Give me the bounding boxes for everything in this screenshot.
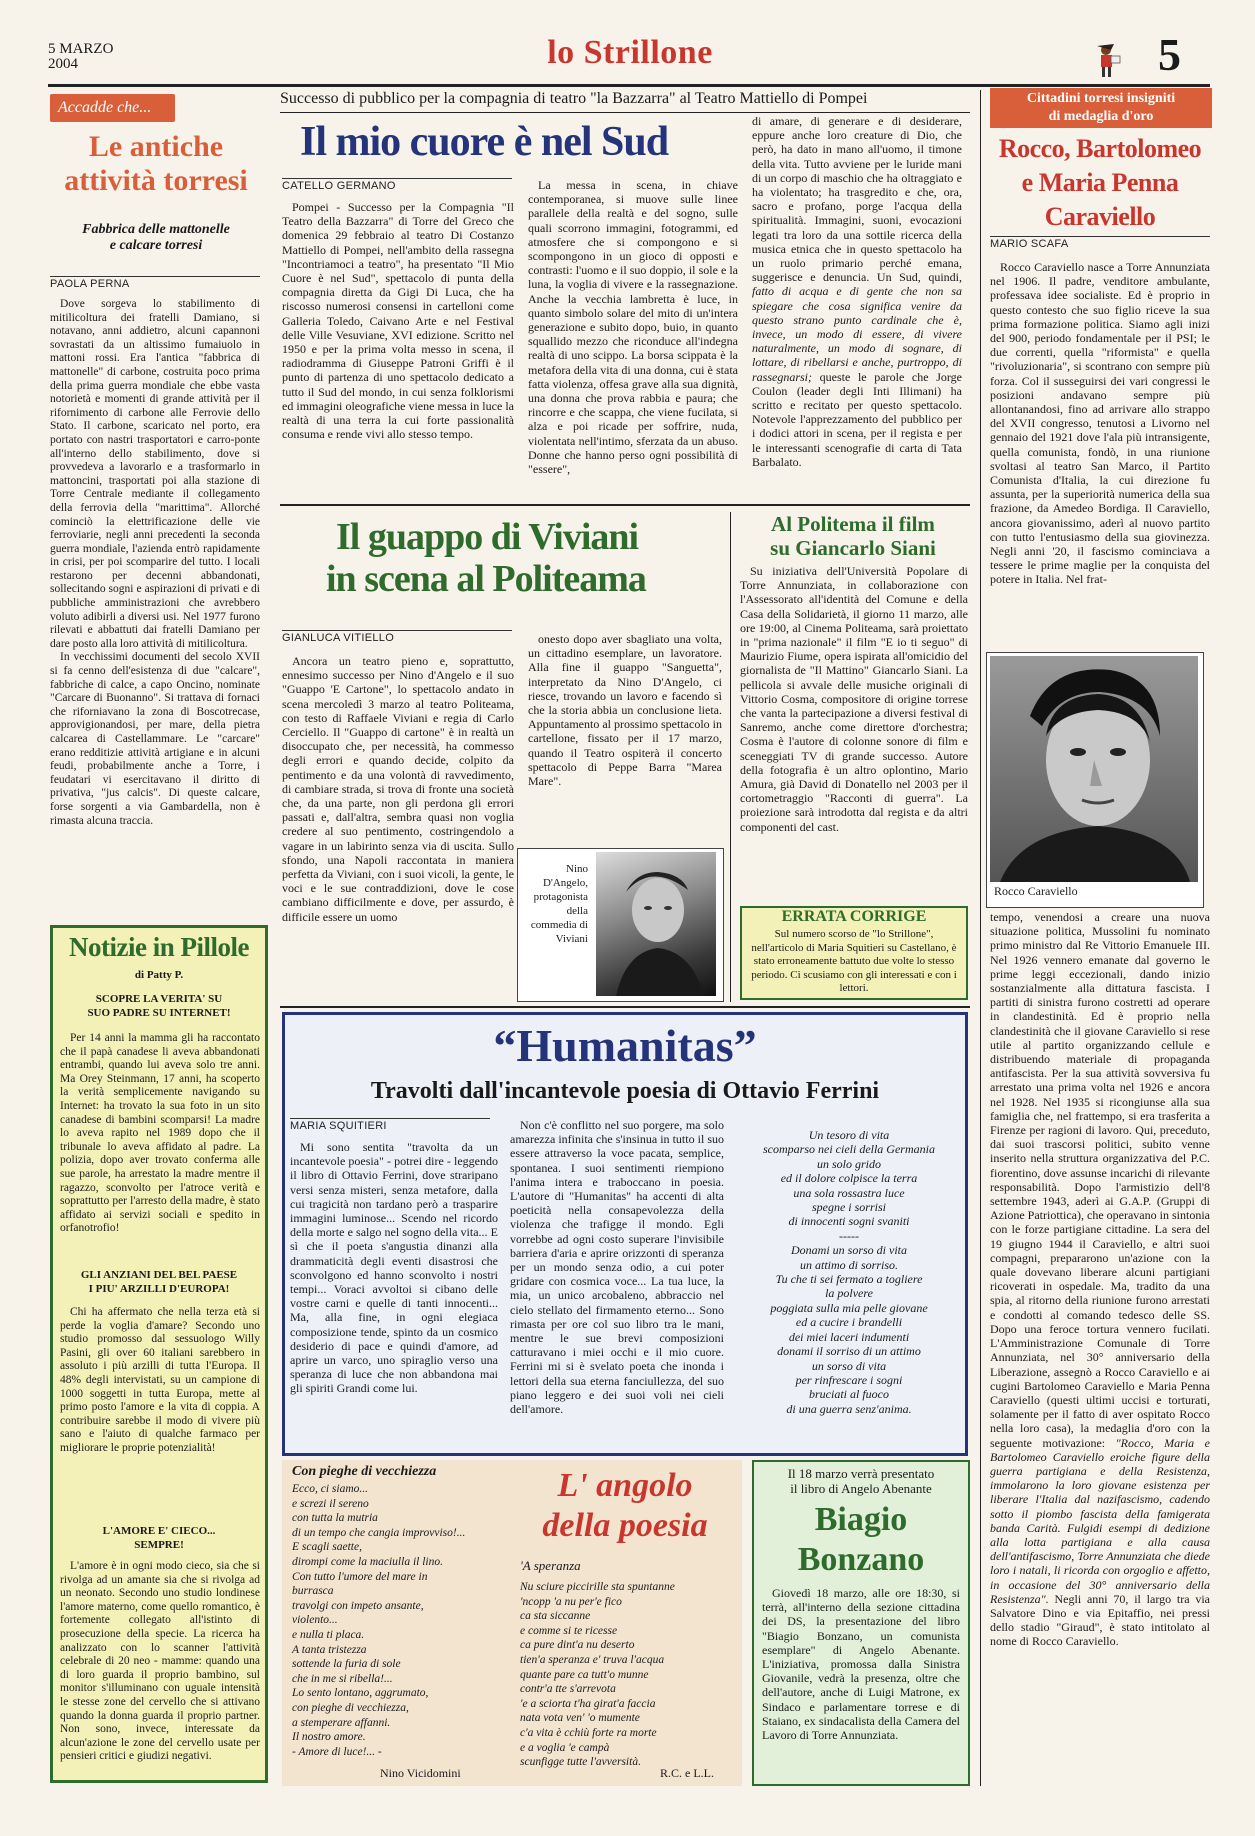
humanitas-poem-line: ----- [839, 1228, 859, 1243]
poem-1-line: - Amore di luce!... - [292, 1745, 382, 1758]
humanitas-poem-line: poggiata sulla mia pelle giovane [770, 1300, 928, 1315]
left-subtitle-line-2: e calcare torresi [109, 238, 203, 253]
right-body-bottom [990, 910, 1210, 1784]
poem-2-line: e comme si te ricesse [520, 1624, 618, 1637]
sud-kicker-rule [280, 112, 970, 113]
poem-2-line: ca sta siccanne [520, 1610, 591, 1623]
poem-1-author: Nino Vicidomini [380, 1766, 461, 1780]
left-title [46, 130, 266, 198]
poem-1-line: travolgi con impeto ansante, [292, 1599, 424, 1612]
poem-2-line: scunfigge tutte l'avversità. [520, 1756, 641, 1769]
left-kicker-text: Accadde che... [58, 99, 152, 116]
guappo-right-rule [730, 512, 731, 1002]
right-motivation: "Rocco, Maria e Bartolomeo Caraviello eroiche figure della guerra partigiana e della Resistenza, immolarono la loro giovane esistenza per liberare l'Italia dal nazifascismo, cadendo sotto il piombo fascista della famigerata banda Carità. Fulgidi esempi di dedizione alla lotta partigiana e alla causa dell'antifascismo, Torre Annunziata che diede loro i natali, li ricorda con orgoglio e affetto, in occasione del 30° anniversario della Resistenza". [990, 1435, 1210, 1606]
right-body-end: Negli anni 70, il largo tra via Salvatore Dino e via Epitaffio, nei pressi dello stadio "Giraud", è stato intitolato al nome di Rocco Caraviello. [990, 1591, 1210, 1649]
poem-2-line: 'e a sciorta t'ha girat'a faccia [520, 1697, 656, 1710]
poem-2 [520, 1580, 740, 1770]
humanitas-poem-line: donami il sorriso di un attimo [777, 1344, 921, 1359]
poem-1-line: Il nostro amore. [292, 1731, 366, 1744]
poem-1-line: E scagli saette, [292, 1541, 362, 1554]
sud-column-3-text-a: di amare, di generare e di desiderare, eppure anche loro creature di Dio, che però, ha dato in mano all'uomo, il timone della vita. Tutto avviene per le luride mani di un corpo di maschio che ha oltraggiato e ha violentato; ha trasgredito e che, ora, sacro e profano, porge l'acqua della spiritualità. Immagini, suoni, evocazioni legati tra loro da una sottile ricerca della musica etnica che in questo spettacolo ha un ruolo primario perché emana, suggerisce e denuncia. Un Sud, quindi, [752, 114, 962, 285]
left-author: PAOLA PERNA [50, 276, 260, 290]
bonzano-body [762, 1586, 960, 1780]
poem-2-line: Nu sciure piccirille sta spuntanne [520, 1581, 675, 1593]
header-date [48, 42, 113, 72]
poem-2-line: c'a vita è cchiù forte ra morte [520, 1726, 657, 1739]
poem-2-line: quante pare ca tutt'o munne [520, 1668, 649, 1681]
bonzano-kicker-line-2: il libro di Angelo Abenante [790, 1481, 932, 1496]
poem-2-line: 'ncopp 'a nu per'e fico [520, 1595, 622, 1608]
poem-1-line: che in me si ribella!... [292, 1672, 393, 1685]
poem-2-line: nata vota ven' 'o mumente [520, 1712, 640, 1725]
poem-1-line: con tutta la mutria [292, 1512, 378, 1525]
caption-line-5: commedia di [530, 919, 588, 931]
pillole-heading-1-line-2: SUO PADRE SU INTERNET! [87, 1007, 231, 1019]
pillole-paragraph-2-text: Chi ha affermato che nella terza età si perde la voglia d'amare? Secondo uno studio promosso dal sessuologo Willy Pasini, gli over 60 italiani sarebbero in assoluto i più arzilli di tutta l'Europa. Il 48% degli intervistati, su un campione di 1000 soggetti in tutta Europa, mette al primo posto l'amore e la vita di coppia. A contribuire sarebbe il modo di vivere più sano e l'aiuto di qualche farmaco per migliorare le proprie potenzialità! [60, 1306, 260, 1454]
humanitas-poem-line: una sola rossastra luce [793, 1185, 905, 1200]
sud-column-1 [282, 200, 514, 498]
bonzano-title [752, 1500, 970, 1580]
right-title-line-2: e Maria Penna [1021, 168, 1179, 197]
guappo-column-2-text: onesto dopo aver sbagliato una volta, un cittadino esemplare, un lavoratore. Alla fine il guappo "Sanguetta", interpretato da Nino D'Angelo, ci riesce, trovando un lavoro e facendo sì che la storia abbia un conclusione lieta. Appuntamento al prossimo spettacolo in cartellone, fissato per il 17 marzo, quando il Teatro ospiterà il concerto spettacolo di Peppe Barra "Marea Mare". [528, 632, 722, 789]
humanitas-poem-line: per rinfrescare i sogni [795, 1372, 903, 1387]
humanitas-poem-line: ed a cucire i brandelli [795, 1315, 903, 1330]
errata-body: Sul numero scorso de "lo Strillone", nell'articolo di Maria Squitieri su Castellano, è stato erroneamente battuto due volte lo stesso periodo. Ci scusiamo con gli interessati e con i lettori. [751, 928, 957, 995]
poem-2-line: e a voglia 'e campà [520, 1741, 610, 1754]
right-author: MARIO SCAFA [990, 236, 1210, 250]
pillole-title: Notizie in Pillole [69, 932, 249, 962]
pillole-paragraph-2 [60, 1306, 260, 1512]
pillole-author: di Patty P. [134, 969, 184, 981]
humanitas-column-1 [290, 1140, 498, 1448]
right-column-rule [980, 90, 981, 1786]
sud-kicker: Successo di pubblico per la compagnia di teatro "la Bazzarra" al Teatro Mattiello di Pompei [280, 90, 868, 107]
humanitas-poem-line: Tu che ti sei fermato a togliere [775, 1272, 923, 1287]
guappo-bottom-rule [280, 1006, 970, 1008]
poem-2-line: tien'a speranza e' truva l'acqua [520, 1653, 665, 1666]
pillole-heading-3 [58, 1524, 260, 1552]
poem-1-line: A tanta tristezza [292, 1643, 367, 1656]
nino-dangelo-caption [520, 862, 588, 946]
sud-title: Il mio cuore è nel Sud [300, 119, 669, 165]
siani-body-text: Su iniziativa dell'Università Popolare di Torre Annunziata, in collaborazione con l'Assessorato all'identità del Comune e della Casa della Solidarietà, il giorno 11 marzo, alle ore 19:00, al Cinema Politeama, sarà proiettato in "prima nazionale" il film "E io ti seguo" di Maurizio Fiume, opera ispirata all'omicidio del giornalista de "Il Mattino" Giancarlo Siani. La pellicola si avvale delle musiche originali di Vittorio Cosma, compositore di origine torrese che vanta la partecipazione a diversi festival di Sanremo, anche come direttore d'orchestra; Cosma è l'autore di colonne sonore di film e sceneggiati TV di grande successo. Autore della fotografia è un altro oplontino, Mario Amura, già David di Donatello nel 2003 per il cortometraggio "Racconti di guerra". La proiezione sarà introdotta dal regista e da altri componenti del cast. [740, 564, 968, 834]
caption-line-6: Viviani [555, 933, 588, 945]
left-kicker [50, 94, 175, 122]
poem-1-line: violento... [292, 1614, 338, 1627]
humanitas-poem-line: Un tesoro di vita [808, 1128, 890, 1142]
bonzano-title-line-2: Bonzano [797, 1541, 925, 1578]
humanitas-poem-line: scomparso nei cieli della Germania [763, 1142, 935, 1157]
nino-dangelo-photo [596, 852, 716, 996]
left-subtitle [46, 222, 266, 254]
humanitas-poem-line: di innocenti sogni svaniti [788, 1214, 910, 1229]
pillole-heading-2-line-1: GLI ANZIANI DEL BEL PAESE [80, 1269, 238, 1281]
humanitas-poem-line: Donami un sorso di vita [790, 1243, 907, 1258]
humanitas-title: “Humanitas” [493, 1020, 757, 1071]
pillole-heading-2-line-2: I PIU' ARZILLI D'EUROPA! [88, 1283, 230, 1295]
sud-bottom-rule [280, 504, 970, 506]
humanitas-poem-line: la polvere [825, 1286, 873, 1301]
poem-1-line: sottende la furia di sole [292, 1658, 401, 1671]
left-subtitle-line-1: Fabbrica delle mattonelle [82, 222, 230, 237]
guappo-column-1-text: Ancora un teatro pieno e, soprattutto, ennesimo successo per Nino d'Angelo e il suo "Guappo 'E Cartone", lo spettacolo andato in scena mercoledì 3 marzo al teatro Politeama, con testo di Raffaele Viviani e regia di Carlo Cerciello. Il "Guappo di cartone" è in realtà un disoccupato che, per necessità, ha commesso degli errori e quando decide, colpito da pentimento e da una volontà di ravvedimento, di cambiare strada, si trova di fronte una società che, da una parte, non gli perdona gli errori passati e, dall'altra, sembra quasi non voglia credere al suo pentimento, costringendolo a vagare in un labirinto senza via di uscita. Sullo sfondo, una Napoli raccontata in maniera perfetta da Viviani, con i suoi vicoli, la gente, le voci e le sue contraddizioni, dove le cose cambiano difficilmente e dove, per assurdo, è difficile essere un uomo [282, 654, 514, 924]
pillole-heading-2 [58, 1268, 260, 1296]
poem-1-line: Lo sento lontano, aggrumato, [292, 1687, 429, 1700]
right-title [986, 132, 1214, 234]
right-kicker-line-1: Cittadini torresi insigniti [1026, 91, 1176, 106]
pillole-heading-1-line-1: SCOPRE LA VERITA' SU [95, 993, 223, 1005]
pillole-heading-1 [58, 992, 260, 1020]
pillole-paragraph-3-text: L'amore è in ogni modo cieco, sia che si rivolga ad un amante sia che si rivolga ad un neonato. Secondo uno studio londinese l'amore materno, come quello romantico, è fortemente collegato all'istinto di prosecuzione della specie. La ricerca ha analizzato con lo scanner l'attività celebrale di 20 neo - mamme: quando una di loro guarda il proprio bambino, sul monitor s'illuminano con uguale intensità le stesse zone del cervello che si attivano quando la donna guarda il proprio partner. Non sono, invece, interessate da alcun'azione le zone del cervello usate per pensieri critici e giudizi negativi. [60, 1560, 260, 1763]
poem-1-line: a stemperare affanni. [292, 1716, 391, 1729]
sud-column-2 [528, 178, 738, 498]
humanitas-poem [736, 1128, 962, 1416]
bonzano-body-text: Giovedì 18 marzo, alle ore 18:30, si terrà, all'interno della sezione cittadina dei DS, la presentazione del libro "Biagio Bonzano, un comunista esemplare" di Angelo Abenante. L'iniziativa, promossa dalla Sinistra Giovanile, vedrà la presenza, oltre che dell'autore, anche di Luigi Matrone, ex Sindaco e parlamentare torrese e di Staiano, ex sindacalista della Camera del Lavoro di Torre Annunziata. [762, 1586, 960, 1743]
siani-body [740, 564, 968, 904]
humanitas-poem-line: un sorso di vita [811, 1358, 887, 1373]
siani-title-line-1: Al Politema il film [771, 512, 935, 536]
poem-1-line: con pieghe di vecchiezza, [292, 1701, 409, 1714]
poem-2-author: R.C. e L.L. [660, 1766, 714, 1780]
guappo-column-1 [282, 654, 514, 1002]
poem-1-line: Con tutto l'umore del mare in [292, 1570, 428, 1583]
caraviello-photo-caption: Rocco Caraviello [994, 884, 1078, 898]
bonzano-kicker [752, 1466, 970, 1496]
sud-column-1-text: Pompei - Successo per la Compagnia "Il Teatro della Bazzarra" di Torre del Greco che domenica 29 febbraio al teatro Di Costanzo Mattiello di Pompei, nell'ambito della rassegna "Incontriamoci a teatro", ha presentato "Il Mio Cuore è nel Sud", spettacolo di punta della compagnia diretta da Gigi Di Luca, che ha riscosso numerosi consensi in cartelloni come Galleria Toledo, Caivano Arte e nel Festival delle Ville Vesuviane, XVI edizione. Scritto nel 1950 e per la prima volta messo in scena, il radiodramma di Giuseppe Patroni Griffi è il punto di partenza di uno spettacolo dedicato a tutto il Sud del mondo, in cui senza folklorismi ed immagini oleografiche viene messa in luce la realtà di una terra la cui forte passionalità consuma e rende vivi allo stesso tempo. [282, 200, 514, 442]
sud-column-3-text-b: queste le parole che Jorge Coulon (leader degli Inti Illimani) ha scritto e recitato per questo spettacolo. Notevole l'apprezzamento del pubblico per i dodici attori in scena, per il regista e per le interessanti scenografie di carta di Tata Barbalato. [752, 369, 962, 469]
humanitas-author: MARIA SQUITIERI [290, 1118, 490, 1132]
masthead-figure-icon [1092, 42, 1122, 78]
poesia-title-line-2: della poesia [542, 1507, 708, 1544]
caption-line-4: della [566, 905, 588, 917]
siani-title [738, 512, 968, 560]
poesia-title [510, 1466, 740, 1546]
left-article-body [50, 298, 260, 888]
siani-title-line-2: su Giancarlo Siani [770, 536, 936, 560]
humanitas-poem-line: spegne i sorrisi [811, 1200, 886, 1215]
right-body-bottom-text: tempo, venendosi a creare una nuova situazione politica, Mussolini fu nominato primo ministro dal Re Vittorio Emanuele III. Nel 1926 vennero emanate dal governo le prime leggi eccezionali, dando inizio sostanzialmente alla dittatura fascista. I partiti di sinistra furono costretti ad operare in clandestinità. Ed è proprio nella clandestinità che il giovane Caraviello si rese utile al partito organizzando cellule e distribuendo materiale di propaganda antifascista. Per la sua attività sovversiva fu arrestato una prima volta nel 1926 e ancora nel 1928. Nel 1935 si ricongiunse alla sua famiglia che, nel frattempo, si era trasferita a Firenze per ragioni di lavoro. Qui, preceduto, dai suoi trascorsi politici, subito venne inserito nella struttura organizzativa del P.C. fiorentino, dove assunse incarichi di rilevante responsabilità. Dopo l'armistizio dell'8 settembre 1943, aderì ai G.A.P. (Gruppi di Azione Patriottica), che operavano in sintonia con le forze partigiane cittadine. La sera del 19 giugno 1944 il Caraviello, e altri suoi compagni, prepararono un'azione con la quale dovevano liberare alcuni partigiani ricoverati in ospedale. Ma, tradito da una spia, al ritorno della riunione furono arrestati e condotti al comando tedesco delle SS. Dopo una feroce tortura vennero fucilati. L'Amministrazione Comunale di Torre Annunziata, nel 30° anniversario della Liberazione, assegnò a Rocco Caraviello e ai cugini Bartolomeo Caraviello e Maria Penna Caraviello (questi ultimi uccisi e torturati, solamente per il fatto di aver ospitato Rocco nella loro casa), la medaglia d'oro con la seguente motivazione: [990, 910, 1210, 1450]
sud-column-3 [752, 114, 962, 498]
pillole-paragraph-3 [60, 1560, 260, 1778]
sud-column-3-quote: fatto di acqua e di gente che non sa spiegare che cosa significa venire da questo strano punto cardinale che è, invece, un modo di essere, di vivere naturalmente, un modo di sognare, di lottare, di ribellarsi e anche, purtroppo, di rassegnarsi; [752, 284, 962, 384]
poem-1-line: burrasca [292, 1585, 334, 1598]
sud-column-2-text: La messa in scena, in chiave contemporanea, si muove sulle linee parallele della realtà e del sogno, sulle quali scorrono immagini, fotogrammi, ed atmosfere che si compongono e si scompongono in un gioco di opposti e contrasti: l'uomo e il suo doppio, il sole e la luna, la voglia di vivere e la rassegnazione. Anche la vecchia lambretta è luce, in quanto simbolo solare del mito di un'intera generazione e subito dopo, buio, in quanto squallido mezzo che riconduce all'indegna realtà di uno scippo. La borsa scippata è la metafora della vita di una donna, cui è stata fatta violenza, offesa grave alla sua dignità, una donna che prova rabbia e paura; che rincorre e che scappa, che viene fucilata, si alza e poi ricade per soffrire, nuda, violentata nell'intimo, sferzata da un abuso. Donne che hanno perso ogni possibilità di "essere", [528, 178, 738, 477]
humanitas-poem-line: ed il dolore colpisce la terra [780, 1171, 918, 1186]
right-title-line-3: Caraviello [1044, 202, 1156, 231]
caption-line-3: protagonista [533, 891, 588, 903]
guappo-author: GIANLUCA VITIELLO [282, 630, 512, 644]
sud-author: CATELLO GERMANO [282, 178, 512, 192]
pillole-heading-3-line-2: SEMPRE! [134, 1539, 184, 1551]
poem-2-line: ca pure dint'a nu deserto [520, 1639, 635, 1652]
pillole-paragraph-1-text: Per 14 anni la mamma gli ha raccontato che il papà canadese li aveva abbandonati entrambi, quando lui aveva solo tre anni. Ma Orey Steinmann, 17 anni, ha scoperto la verità semplicemente navigando su Internet: ha trovato la sua foto in un sito canadese di bambini scomparsi! La madre lo aveva rapito nel 1989 dopo che il tribunale lo aveva affidato al padre. La polizia, dopo aver trovato conferma alle sue parole, ha arrestato la madre mentre il ragazzo, sconvolto per l'atroce verità e soprattutto per l'arresto della madre, è stato affidato ai servizi sociali e spedito in orfanotrofio! [60, 1032, 260, 1235]
caption-line-2: D'Angelo, [542, 877, 588, 889]
issue-date: 5 MARZO [48, 41, 114, 57]
right-body-top-text: Rocco Caraviello nasce a Torre Annunziata nel 1906. Il padre, venditore ambulante, professava idee socialiste. Ed è proprio in questo contesto che suo figlio riceve la sua prima formazione politica. Siamo agli inizi del 900, periodo fondamentale per il PSI; le due correnti, quella "riformista" e quella "rivoluzionaria", si scontrano con sempre più forza. Col il susseguirsi dei vari congressi le posizioni andavano sempre più allontanandosi, fino ad arrivare allo strappo del XVII congresso, tenutosi a Livorno nel gennaio del 1921 dove l'ala più intransigente, quella comunista, fondò, in una riunione svoltasi al teatro San Marco, il Partito Comunista d'Italia, la cui direzione fu assunta, per la superiorità numerica della sua frazione, da Amedeo Bordiga. Il Caraviello, ancora giovanissimo, aderì al nuovo partito con tutto l'entusiasmo della sua giovinezza. Negli anni '20, il fascismo cominciava a tessere le prime maglie per la conquista del potere in Italia. Nel frat- [990, 260, 1210, 587]
poesia-title-line-1: L' angolo [557, 1467, 693, 1504]
poem-1-line: Ecco, ci siamo... [292, 1483, 369, 1495]
humanitas-poem-line: di una guerra senz'anima. [786, 1401, 912, 1416]
left-paragraph-1: Dove sorgeva lo stabilimento di mitilicoltura dei fratelli Damiano, si notavano, anni addietro, alcuni capannoni sovrastati da un altissimo fumaiuolo in mattoni rossi. Era l'antica "fabbrica di mattonelle" di carbone, costruita poco prima della prima guerra mondiale che ebbe vasta notorietà e momenti di grande attività per il rifornimento di carbone alle Ferrovie dello Stato. Il carbone, scaricato nel porto, era portato con nastri trasportatori e carro-ponte all'interno dello stabilimento, dove si provvedeva a lavorarlo e a trasformarlo in mattoncini, trasportati poi alla stazione di Torre Centrale mediante il collegamento della ferrovia della "marittima". Allorché cominciò la elettrificazione delle vie ferroviarie, negli anni precedenti la seconda guerra mondiale, l'azienda entrò rapidamente in crisi, per poi scomparire del tutto. I locali restarono per decenni abbandonati, sollecitando sogni e aspirazioni di privati e di pubbliche amministrazioni che avrebbero voluto adibirli a diversi usi. Nel 1977 furono rilevati e abbattuti dai fratelli Damiano per dare posto alla loro attività di mitilicoltura. [50, 298, 260, 650]
humanitas-poem-line: un attimo di sorriso. [799, 1257, 898, 1272]
errata-title: ERRATA CORRIGE [781, 908, 927, 925]
issue-year: 2004 [48, 56, 78, 72]
bonzano-kicker-line-1: Il 18 marzo verrà presentato [787, 1466, 935, 1481]
masthead: lo Strillone [547, 34, 713, 71]
header-rule [48, 84, 1210, 87]
caption-line-1: Nino [566, 863, 588, 875]
poem-2-line: contr'a tte s'arrevota [520, 1683, 616, 1696]
guappo-title-line-2: in scena al Politeama [326, 558, 646, 600]
guappo-title [300, 516, 720, 600]
humanitas-column-1-text: Mi sono sentita "travolta da un incantevole poesia" - potrei dire - leggendo il libro di Ottavio Ferrini, dove straripano versi senza misteri, senza metafore, dalla cui tragicità non tardano però a trasparire immagini luminose... Scendo nel ricordo della morte e salgo nel sogno della vita... E sì che il poeta s'angustia dinanzi alla drammaticità degli eventi disastrosi che sconvolgono ed hanno sconvolto i nostri tempi... Voraci avvoltoi si cibano delle vostre carni e quelle di tanti innocenti... Ma, alla fine, in ogni elegiaca composizione tende, spinto da un cosmico desiderio di pace e quindi d'amore, ad aprire un varco, uno spiraglio verso una speranza di luce che non abbandona mai gli spiriti Grandi come lui. [290, 1140, 498, 1396]
pillole-paragraph-1 [60, 1032, 260, 1254]
left-title-line-1: Le antiche [88, 130, 224, 163]
poem-1-line: e nulla ti placa. [292, 1628, 365, 1641]
poem-2-title: 'A speranza [520, 1558, 581, 1573]
left-paragraph-2: In vecchissimi documenti del secolo XVII si fa cenno dell'esistenza di due "calcare", fabbriche di calce, a capo Oncino, nominate "Carcare di Buonanno". Si trattava di fornaci che riforniavano la zona di Boscotrecase, approvigionandosi, per mare, della pietra calcarea di Castellammare. Le "carcare" erano redditizie attività artigiane e in alcuni feudi, probabilmente anche a Torre, i feudatari vi esercitavano il diritto di privativa, "jus calcis". Di queste calcare, forse sorgenti a via Gambardella, non è rimasta alcuna traccia. [50, 651, 260, 827]
poem-1-line: di un tempo che cangia improvviso!... [292, 1526, 466, 1539]
caraviello-photo [990, 656, 1198, 882]
right-title-line-1: Rocco, Bartolomeo [998, 134, 1202, 163]
poem-1 [292, 1482, 512, 1759]
humanitas-poem-line: un solo grido [816, 1156, 881, 1171]
guappo-column-2 [528, 632, 722, 844]
poem-1-title: Con pieghe di vecchiezza [292, 1464, 437, 1479]
right-kicker [990, 88, 1212, 128]
bonzano-title-line-1: Biagio [814, 1501, 908, 1538]
humanitas-column-2-text: Non c'è conflitto nel suo porgere, ma solo amarezza infinita che s'insinua in tutto il suo essere attraverso la voce pacata, semplice, spontanea. I suoi sentimenti riempiono l'anima intera e traboccano in poesia. L'autore di "Humanitas" ha accenti di alta poeticità nella consapevolezza della violenza che trafigge il mondo. Egli vorrebbe ad ogni costo superare l'invisibile barriera d'aria e aprire orizzonti di speranza per un mondo senza odio, a cui poter gridare con cosmica voce... La tua luce, la mia, un unico arcobaleno, abbraccio nel cielo stellato del firmamento eterno... Sono rimasta per ore col suo libro tra le mani, mentre le sue brevi composizioni catturavano i miei occhi e il mio cuore. Ferrini mi si è svelato poeta che inonda i lettori della sua eterna fanciullezza, del suo piano leggero e dei suoi voli nei cieli dell'amore. [510, 1118, 724, 1417]
left-title-line-2: attività torresi [64, 164, 248, 197]
guappo-title-line-1: Il guappo di Viviani [336, 516, 639, 558]
page-number: 5 [1158, 29, 1181, 80]
humanitas-subtitle: Travolti dall'incantevole poesia di Ottavio Ferrini [370, 1078, 880, 1104]
right-body-top [990, 260, 1210, 648]
right-kicker-line-2: di medaglia d'oro [1048, 109, 1154, 124]
humanitas-poem-line: bruciati al fuoco [809, 1387, 889, 1402]
poem-1-line: dirompi come la maciulla il lino. [292, 1555, 443, 1568]
poem-1-line: e screzi il sereno [292, 1497, 369, 1510]
humanitas-poem-line: dei miei laceri indumenti [788, 1329, 910, 1344]
pillole-heading-3-line-1: L'AMORE E' CIECO... [102, 1525, 216, 1537]
humanitas-column-2 [510, 1118, 724, 1448]
